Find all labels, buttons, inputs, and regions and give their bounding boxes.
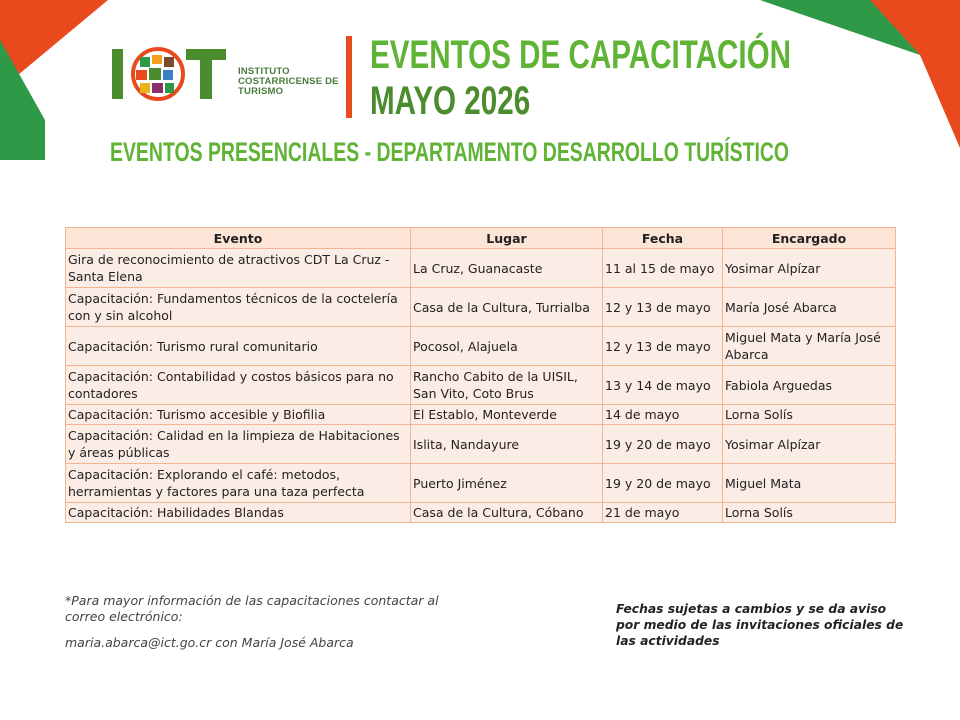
column-header-lugar: Lugar — [411, 228, 603, 249]
cell-encargado: Miguel Mata — [723, 464, 896, 503]
cell-encargado: Lorna Solís — [723, 405, 896, 425]
cell-evento: Capacitación: Calidad en la limpieza de Habitaciones y áreas públicas — [66, 425, 411, 464]
table-row — [66, 464, 896, 503]
logo-line-2: COSTARRICENSE DE — [238, 76, 339, 87]
cell-fecha: 12 y 13 de mayo — [603, 288, 723, 327]
cell-evento: Capacitación: Turismo rural comunitario — [66, 327, 411, 366]
cell-fecha: 11 al 15 de mayo — [603, 249, 723, 288]
logo-line-1: INSTITUTO — [238, 66, 290, 77]
events-table — [65, 227, 896, 523]
cell-evento: Capacitación: Fundamentos técnicos de la coctelería con y sin alcohol — [66, 288, 411, 327]
table-row — [66, 249, 896, 288]
cell-evento: Capacitación: Contabilidad y costos básicos para no contadores — [66, 366, 411, 405]
disclaimer-note: Fechas sujetas a cambios y se da aviso por medio de las invitaciones oficiales de las actividades — [616, 602, 904, 648]
cell-encargado: Miguel Mata y María José Abarca — [723, 327, 896, 366]
table-row — [66, 366, 896, 405]
cell-lugar: Rancho Cabito de la UISIL, San Vito, Coto Brus — [411, 366, 603, 405]
cell-fecha: 13 y 14 de mayo — [603, 366, 723, 405]
column-header-encargado: Encargado — [723, 228, 896, 249]
contact-email: maria.abarca@ict.go.cr con María José Abarca — [65, 635, 354, 650]
table-row — [66, 327, 896, 366]
cell-encargado: Fabiola Arguedas — [723, 366, 896, 405]
corner-decoration-top-left — [0, 0, 110, 160]
contact-note-text: *Para mayor información de las capacitaciones contactar al correo electrónico: — [65, 593, 439, 624]
cell-lugar: Casa de la Cultura, Turrialba — [411, 288, 603, 327]
cell-evento: Gira de reconocimiento de atractivos CDT La Cruz - Santa Elena — [66, 249, 411, 288]
table-row — [66, 503, 896, 523]
page-title: EVENTOS DE CAPACITACIÓN — [370, 33, 792, 77]
section-subtitle: EVENTOS PRESENCIALES - DEPARTAMENTO DESARROLLO TURÍSTICO — [110, 137, 790, 167]
column-header-fecha: Fecha — [603, 228, 723, 249]
logo-line-3: TURISMO — [238, 86, 284, 97]
table-row — [66, 288, 896, 327]
cell-lugar: La Cruz, Guanacaste — [411, 249, 603, 288]
table-row — [66, 405, 896, 425]
cell-encargado: Yosimar Alpízar — [723, 425, 896, 464]
contact-note — [65, 593, 445, 651]
cell-lugar: Puerto Jiménez — [411, 464, 603, 503]
cell-lugar: Pocosol, Alajuela — [411, 327, 603, 366]
cell-fecha: 19 y 20 de mayo — [603, 425, 723, 464]
cell-evento: Capacitación: Explorando el café: metodos, herramientas y factores para una taza perfecta — [66, 464, 411, 503]
cell-encargado: María José Abarca — [723, 288, 896, 327]
cell-lugar: Casa de la Cultura, Cóbano — [411, 503, 603, 523]
cell-encargado: Yosimar Alpízar — [723, 249, 896, 288]
title-accent-bar — [346, 36, 352, 118]
cell-evento: Capacitación: Turismo accesible y Biofilia — [66, 405, 411, 425]
cell-evento: Capacitación: Habilidades Blandas — [66, 503, 411, 523]
page-title-month: MAYO 2026 — [370, 79, 531, 123]
ict-logo-text — [238, 67, 339, 97]
cell-lugar: El Establo, Monteverde — [411, 405, 603, 425]
column-header-evento: Evento — [66, 228, 411, 249]
table-header-row — [66, 228, 896, 249]
cell-fecha: 12 y 13 de mayo — [603, 327, 723, 366]
cell-fecha: 14 de mayo — [603, 405, 723, 425]
cell-fecha: 21 de mayo — [603, 503, 723, 523]
ict-logo-mark — [110, 37, 228, 107]
ict-logo — [110, 37, 340, 107]
cell-lugar: Islita, Nandayure — [411, 425, 603, 464]
table-row — [66, 425, 896, 464]
cell-encargado: Lorna Solís — [723, 503, 896, 523]
cell-fecha: 19 y 20 de mayo — [603, 464, 723, 503]
